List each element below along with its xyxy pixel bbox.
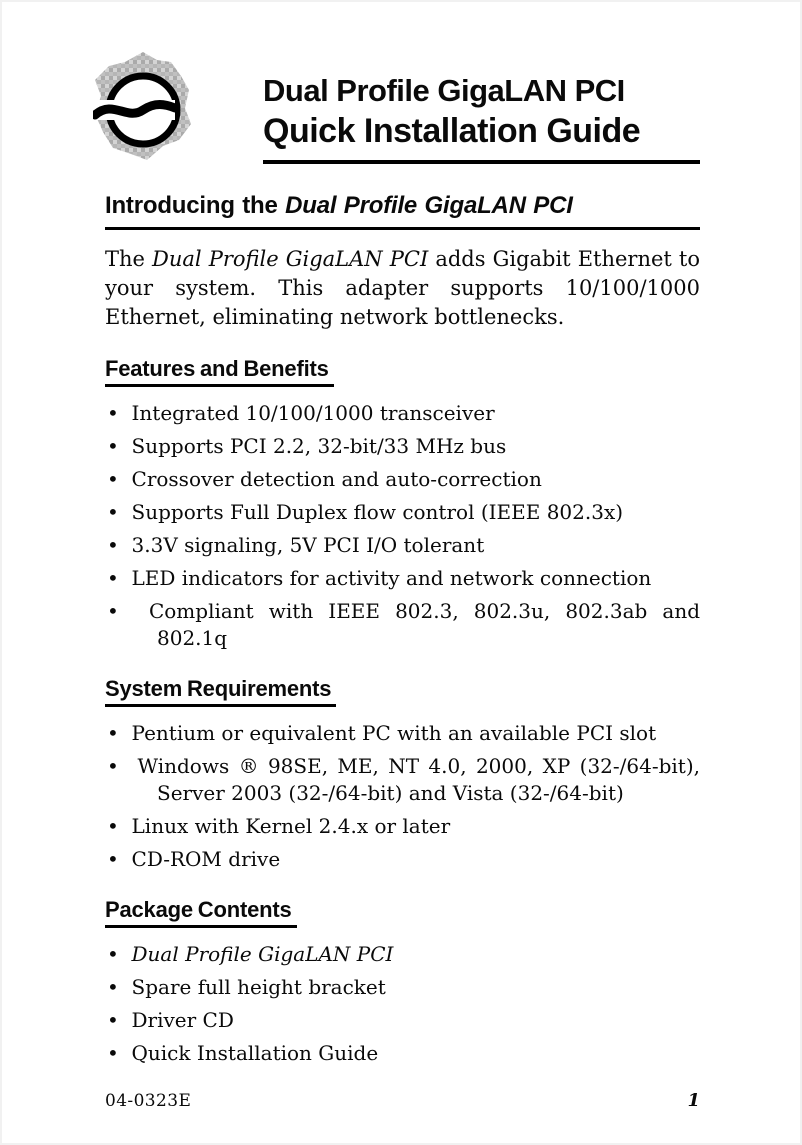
bullet-item: • Integrated 10/100/1000 transceiver (107, 400, 495, 425)
section-heading-text: Features and Benefits (105, 356, 334, 387)
bullet-list (105, 720, 700, 873)
header (105, 50, 700, 164)
intro-heading-prefix: Introducing the (105, 192, 286, 219)
bullet-item: • LED indicators for activity and network connection (107, 565, 652, 590)
section-heading-text: System Requirements (105, 676, 336, 707)
page-number: 1 (687, 1090, 700, 1111)
document-number: 04-0323E (105, 1091, 192, 1111)
bullet-item: • Supports Full Duplex flow control (IEEE 802.3x) (107, 499, 624, 524)
section-heading (105, 356, 700, 387)
doc-title-line1: Dual Profile GigaLAN PCI (263, 73, 625, 108)
bullet-item: • Crossover detection and auto-correction (107, 466, 542, 491)
section-heading (105, 676, 700, 707)
doc-title-line2: Quick Installation Guide (263, 111, 641, 150)
section-system-requirements (105, 676, 700, 873)
page-footer (105, 1090, 700, 1111)
bullet-item: • Compliant with IEEE 802.3, 802.3u, 802.3ab and 802.1q (107, 598, 700, 650)
intro-paragraph (105, 245, 700, 332)
section-heading-text: Package Contents (105, 897, 297, 928)
section-package-contents (105, 897, 700, 1067)
intro-para-product-name: Dual Profile GigaLAN PCI (152, 247, 429, 271)
bullet-item: • Driver CD (107, 1007, 234, 1032)
bullet-item: • 3.3V signaling, 5V PCI I/O tolerant (107, 532, 485, 557)
bullet-item: • Linux with Kernel 2.4.x or later (107, 813, 451, 838)
bullet-item: • CD-ROM drive (107, 846, 281, 871)
intro-heading-product-name: Dual Profile GigaLAN PCI (285, 192, 573, 219)
bullet-list (105, 400, 700, 652)
bullet-item: • Windows ® 98SE, ME, NT 4.0, 2000, XP (32-/64-bit), Server 2003 (32-/64-bit) and Vista (32-/64-bit) (107, 753, 700, 805)
bullet-item: • Quick Installation Guide (107, 1040, 379, 1065)
bullet-item: • Spare full height bracket (107, 974, 386, 999)
intro-section-heading (105, 192, 700, 230)
title-block (263, 50, 700, 164)
bullet-item: • Supports PCI 2.2, 32-bit/33 MHz bus (107, 433, 507, 458)
section-heading (105, 897, 700, 928)
intro-para-post: adds Gigabit Ethernet to your system. This adapter supports 10/100/1000 Ethernet, eliminating network bottlenecks. (105, 247, 700, 329)
bullet-item: • Dual Profile GigaLAN PCI (107, 941, 394, 966)
intro-para-pre: The (105, 247, 153, 271)
siig-logo-icon (93, 52, 193, 164)
bullet-list (105, 941, 700, 1067)
bullet-item: • Pentium or equivalent PC with an available PCI slot (107, 720, 657, 745)
section-features-and-benefits (105, 356, 700, 652)
